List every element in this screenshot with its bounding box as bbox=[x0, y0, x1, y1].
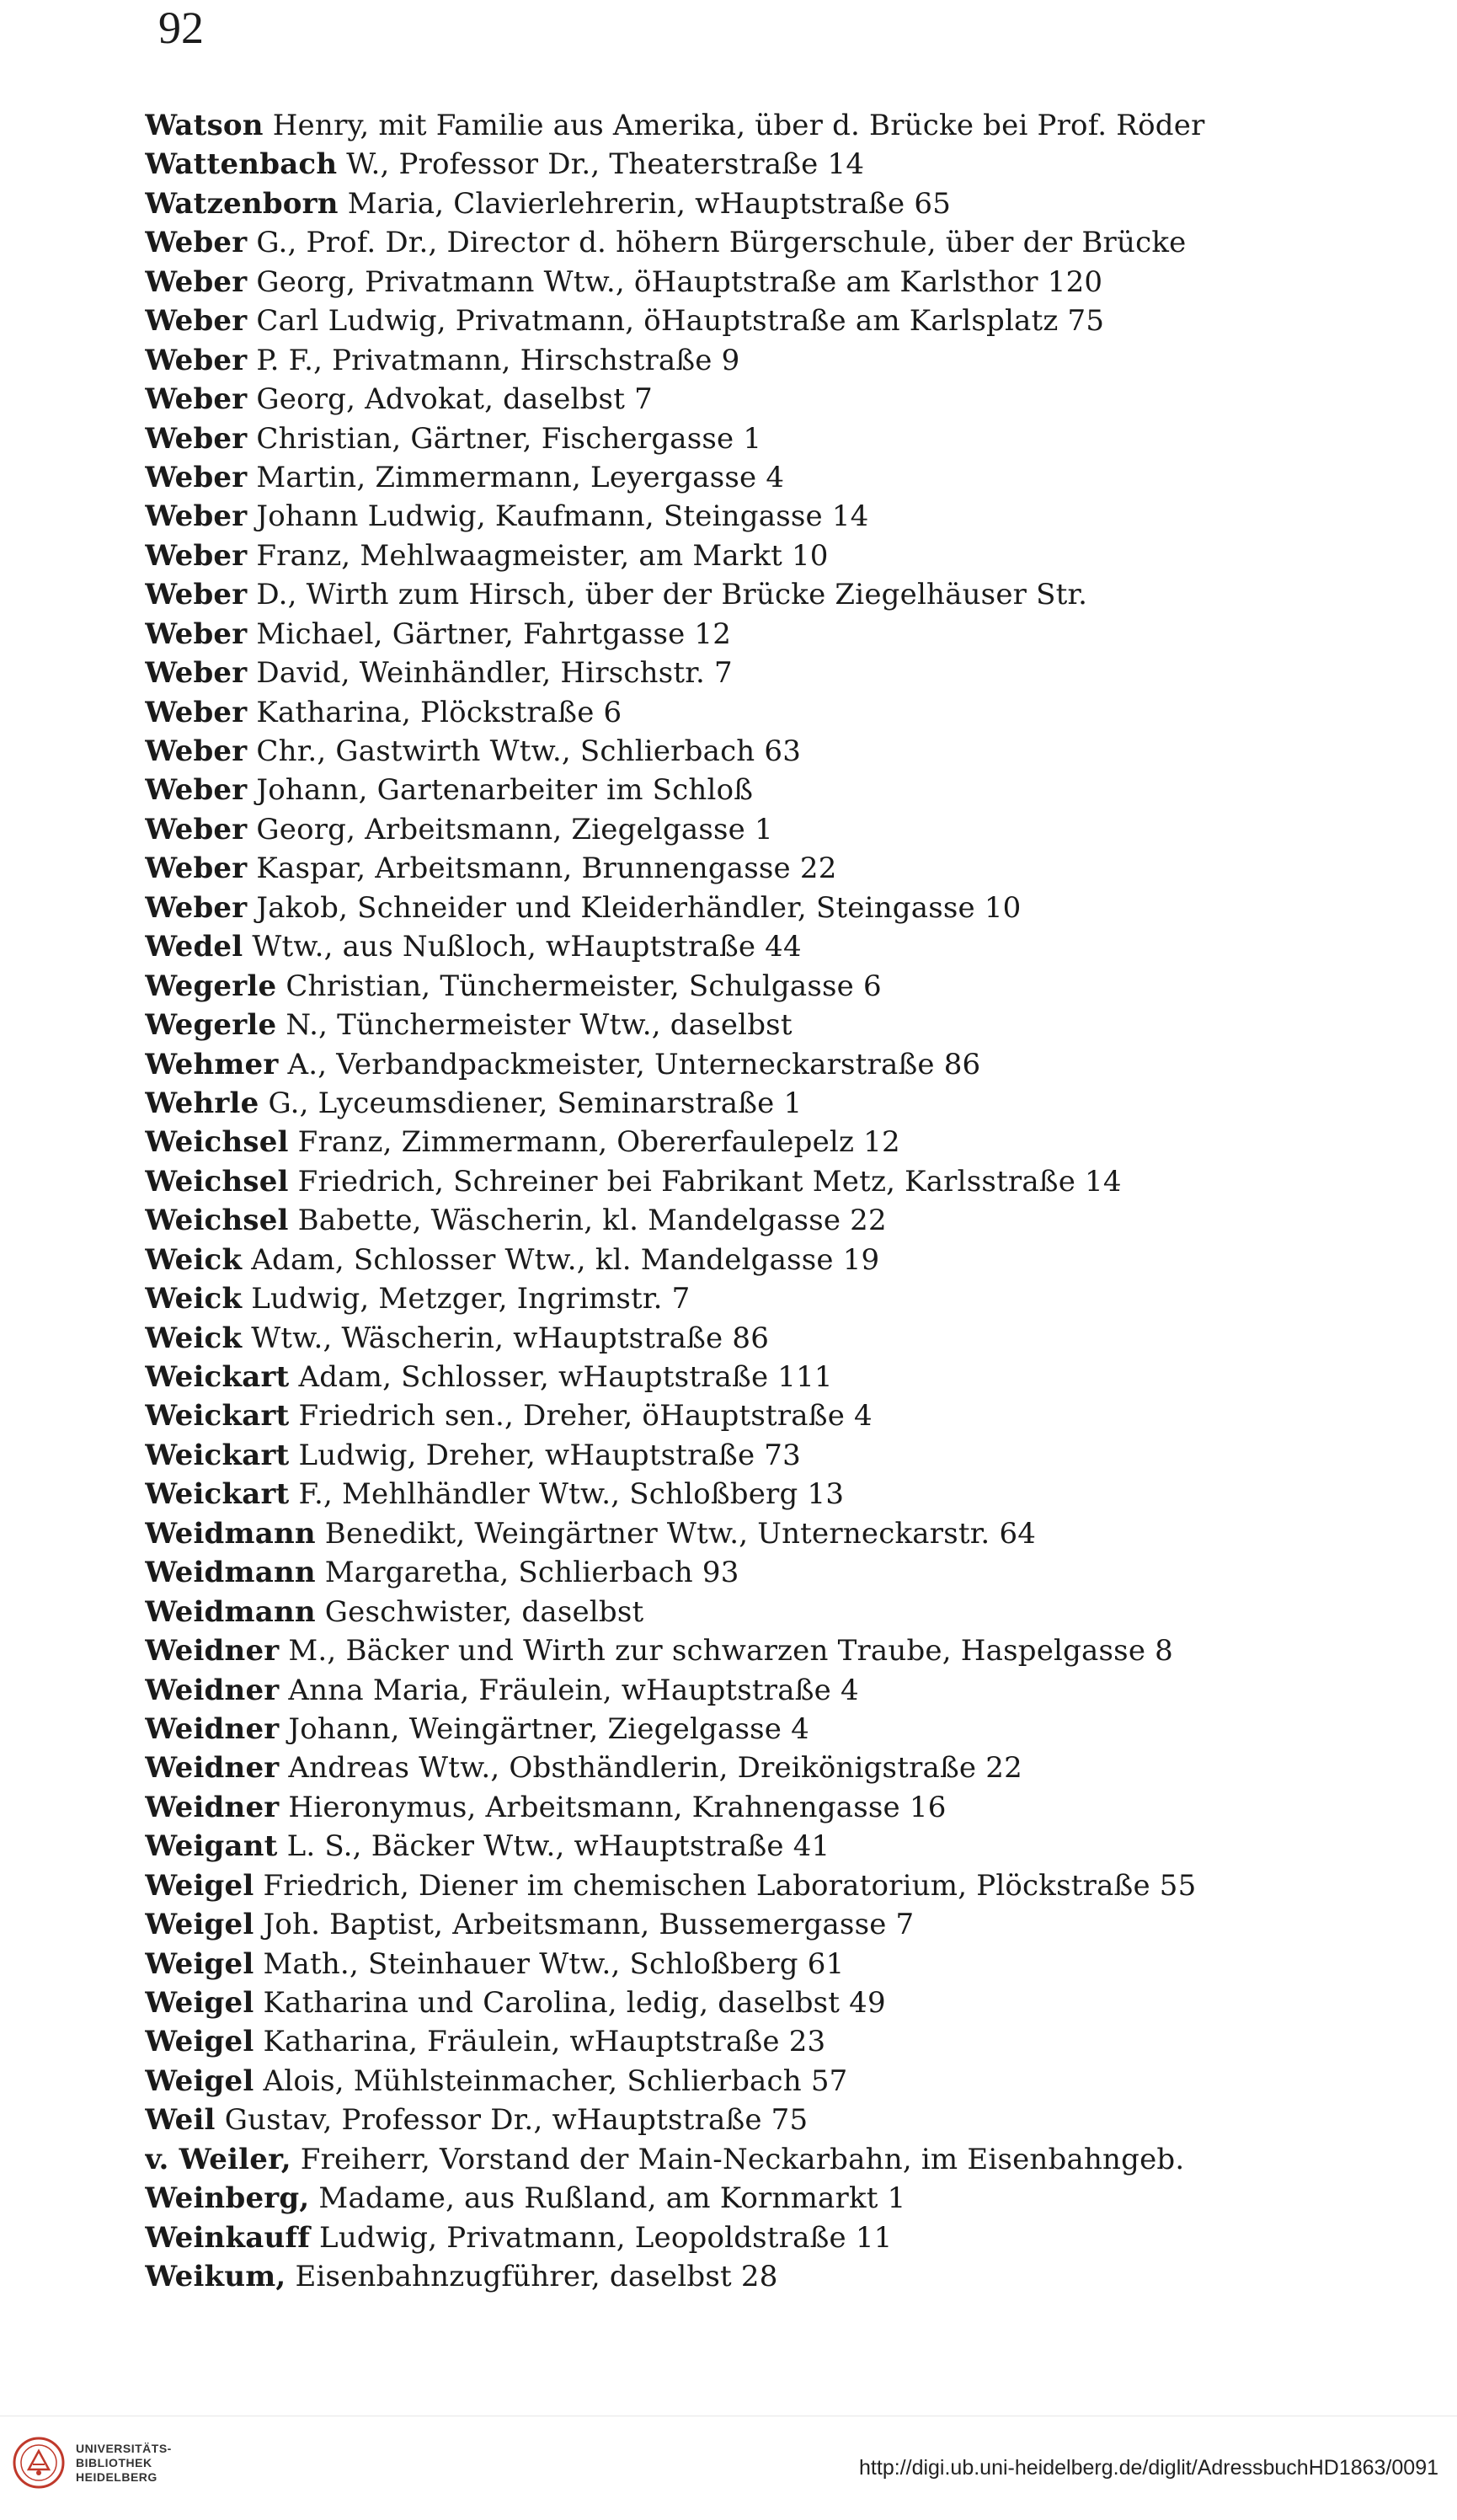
entry-surname: Weber bbox=[145, 382, 248, 417]
entry-surname: Weigel bbox=[145, 1946, 254, 1981]
entry-surname: Weickart bbox=[145, 1438, 290, 1472]
entry-details: Johann, Weingärtner, Ziegelgasse 4 bbox=[279, 1711, 809, 1746]
entry-details: Babette, Wäscherin, kl. Mandelgasse 22 bbox=[288, 1204, 887, 1238]
entry-details: Jakob, Schneider und Kleiderhändler, Steingasse 10 bbox=[247, 890, 1022, 925]
university-seal-icon bbox=[12, 2436, 66, 2490]
entry-surname: Weidmann bbox=[145, 1556, 316, 1590]
library-name-line: UNIVERSITÄTS- bbox=[76, 2441, 172, 2455]
entry-details: Benedikt, Weingärtner Wtw., Unterneckarstr. 64 bbox=[315, 1516, 1037, 1551]
directory-entry bbox=[145, 184, 1341, 223]
entry-details: Georg, Privatmann Wtw., öHauptstraße am Karlsthor 120 bbox=[247, 264, 1103, 299]
entry-surname: Weigel bbox=[145, 2064, 254, 2098]
entry-surname: Weigel bbox=[145, 1908, 254, 1942]
entry-details: Katharina, Fräulein, wHauptstraße 23 bbox=[254, 2025, 826, 2059]
entry-details: Katharina, Plöckstraße 6 bbox=[247, 695, 622, 729]
directory-entry bbox=[145, 1905, 1341, 1944]
entry-surname: Weickart bbox=[145, 1399, 290, 1434]
directory-entry bbox=[145, 497, 1341, 536]
entry-details: Andreas Wtw., Obsthändlerin, Dreikönigstraße 22 bbox=[279, 1751, 1022, 1786]
entry-details: L. S., Bäcker Wtw., wHauptstraße 41 bbox=[277, 1829, 830, 1864]
directory-entry bbox=[145, 654, 1341, 692]
entry-details: Friedrich, Diener im chemischen Laboratorium, Plöckstraße 55 bbox=[254, 1868, 1197, 1903]
entry-surname: Weber bbox=[145, 421, 248, 456]
entry-details: Kaspar, Arbeitsmann, Brunnengasse 22 bbox=[247, 852, 837, 886]
directory-entry bbox=[145, 967, 1341, 1006]
directory-entry bbox=[145, 458, 1341, 497]
entry-surname: Weikum, bbox=[145, 2260, 286, 2294]
directory-entry bbox=[145, 302, 1341, 340]
page-number: 92 bbox=[158, 3, 204, 53]
directory-entry bbox=[145, 1710, 1341, 1749]
directory-entry bbox=[145, 1279, 1341, 1318]
directory-entry bbox=[145, 106, 1341, 145]
entry-details: Johann Ludwig, Kaufmann, Steingasse 14 bbox=[247, 499, 869, 534]
library-logo bbox=[12, 2436, 172, 2490]
entry-surname: Weber bbox=[145, 656, 248, 691]
entry-surname: Weidner bbox=[145, 1711, 280, 1746]
directory-entry bbox=[145, 263, 1341, 302]
entry-surname: Wehrle bbox=[145, 1086, 259, 1120]
entry-surname: Wegerle bbox=[145, 1008, 277, 1043]
directory-entry bbox=[145, 145, 1341, 184]
entry-details: Georg, Arbeitsmann, Ziegelgasse 1 bbox=[247, 812, 773, 846]
entry-details: Georg, Advokat, daselbst 7 bbox=[247, 382, 653, 417]
directory-entry bbox=[145, 1396, 1341, 1435]
entry-details: Gustav, Professor Dr., wHauptstraße 75 bbox=[215, 2103, 809, 2138]
directory-entry bbox=[145, 1475, 1341, 1514]
entry-details: Franz, Mehlwaagmeister, am Markt 10 bbox=[247, 538, 829, 573]
entry-surname: Weber bbox=[145, 538, 248, 573]
directory-entry bbox=[145, 575, 1341, 614]
entry-surname: Wattenbach bbox=[145, 147, 338, 182]
entry-details: P. F., Privatmann, Hirschstraße 9 bbox=[247, 343, 740, 377]
entry-surname: Watson bbox=[145, 109, 264, 142]
entry-details: D., Wirth zum Hirsch, über der Brücke Ziegelhäuser Str. bbox=[247, 578, 1088, 612]
directory-entry bbox=[145, 1162, 1341, 1201]
entry-surname: Weidner bbox=[145, 1673, 280, 1707]
directory-entry bbox=[145, 1983, 1341, 2022]
entry-surname: v. Weiler, bbox=[145, 2142, 291, 2176]
entry-details: G., Prof. Dr., Director d. höhern Bürgerschule, über der Brücke bbox=[247, 226, 1187, 260]
entry-surname: Weickart bbox=[145, 1477, 290, 1512]
directory-entry bbox=[145, 2179, 1341, 2218]
entry-details: Adam, Schlosser, wHauptstraße 111 bbox=[289, 1360, 833, 1394]
entry-details: Martin, Zimmermann, Leyergasse 4 bbox=[247, 460, 785, 494]
entry-surname: Wedel bbox=[145, 930, 243, 964]
entry-surname: Weinberg, bbox=[145, 2181, 310, 2216]
entry-details: Wtw., aus Nußloch, wHauptstraße 44 bbox=[243, 930, 802, 964]
entry-details: F., Mehlhändler Wtw., Schloßberg 13 bbox=[289, 1477, 845, 1512]
entry-surname: Weick bbox=[145, 1242, 243, 1277]
entry-surname: Weigant bbox=[145, 1829, 278, 1864]
entry-details: Friedrich sen., Dreher, öHauptstraße 4 bbox=[289, 1399, 873, 1434]
entry-details: Adam, Schlosser Wtw., kl. Mandelgasse 19 bbox=[242, 1242, 880, 1277]
library-name bbox=[76, 2442, 172, 2485]
entry-surname: Weber bbox=[145, 264, 248, 299]
entry-surname: Weigel bbox=[145, 2025, 254, 2059]
entry-details: Ludwig, Dreher, wHauptstraße 73 bbox=[289, 1438, 801, 1472]
directory-entry bbox=[145, 1593, 1341, 1631]
entry-surname: Watzenborn bbox=[145, 186, 339, 221]
entry-details: Ludwig, Metzger, Ingrimstr. 7 bbox=[242, 1282, 691, 1316]
entry-surname: Weber bbox=[145, 812, 248, 846]
entry-surname: Weick bbox=[145, 1321, 243, 1355]
directory-entry bbox=[145, 615, 1341, 654]
entry-details: Joh. Baptist, Arbeitsmann, Bussemergasse 7 bbox=[254, 1908, 915, 1942]
entry-surname: Weidner bbox=[145, 1751, 280, 1786]
entry-details: Christian, Tünchermeister, Schulgasse 6 bbox=[276, 969, 882, 1003]
entry-details: Katharina und Carolina, ledig, daselbst 49 bbox=[254, 1986, 886, 2020]
entry-surname: Weidner bbox=[145, 1790, 280, 1824]
entry-surname: Weichsel bbox=[145, 1204, 289, 1238]
directory-entry bbox=[145, 2140, 1341, 2179]
entry-details: Johann, Gartenarbeiter im Schloß bbox=[247, 773, 754, 808]
directory-entry bbox=[145, 419, 1341, 458]
entry-surname: Weber bbox=[145, 695, 248, 729]
entry-surname: Weber bbox=[145, 226, 248, 260]
directory-entries bbox=[145, 106, 1341, 2297]
entry-details: David, Weinhändler, Hirschstr. 7 bbox=[247, 656, 733, 691]
entry-surname: Weber bbox=[145, 578, 248, 612]
directory-entry bbox=[145, 693, 1341, 732]
entry-details: Maria, Clavierlehrerin, wHauptstraße 65 bbox=[338, 186, 952, 221]
library-name-line: HEIDELBERG bbox=[76, 2469, 157, 2484]
directory-entry bbox=[145, 2022, 1341, 2061]
entry-details: Carl Ludwig, Privatmann, öHauptstraße am Karlsplatz 75 bbox=[247, 304, 1105, 339]
directory-entry bbox=[145, 1006, 1341, 1044]
directory-entry bbox=[145, 1123, 1341, 1161]
entry-surname: Weigel bbox=[145, 1868, 254, 1903]
entry-details: M., Bäcker und Wirth zur schwarzen Traube, Haspelgasse 8 bbox=[279, 1634, 1173, 1668]
entry-details: Eisenbahnzugführer, daselbst 28 bbox=[286, 2260, 778, 2294]
directory-entry bbox=[145, 1553, 1341, 1592]
entry-surname: Weinkauff bbox=[145, 2220, 311, 2255]
directory-entry bbox=[145, 1788, 1341, 1827]
directory-entry bbox=[145, 1866, 1341, 1905]
entry-details: Michael, Gärtner, Fahrtgasse 12 bbox=[247, 617, 732, 651]
directory-entry bbox=[145, 1749, 1341, 1787]
library-name-line: BIBLIOTHEK bbox=[76, 2455, 152, 2469]
directory-entry bbox=[145, 1436, 1341, 1475]
entry-surname: Weidmann bbox=[145, 1594, 316, 1629]
directory-entry bbox=[145, 380, 1341, 419]
entry-details: Chr., Gastwirth Wtw., Schlierbach 63 bbox=[247, 734, 802, 768]
entry-details: Alois, Mühlsteinmacher, Schlierbach 57 bbox=[254, 2064, 848, 2098]
entry-surname: Weigel bbox=[145, 1986, 254, 2020]
directory-entry bbox=[145, 537, 1341, 575]
entry-surname: Weber bbox=[145, 460, 248, 494]
entry-details: Freiherr, Vorstand der Main-Neckarbahn, im Eisenbahngeb. bbox=[291, 2142, 1185, 2176]
entry-surname: Weichsel bbox=[145, 1164, 289, 1199]
directory-entry bbox=[145, 1241, 1341, 1279]
entry-details: Franz, Zimmermann, Obererfaulepelz 12 bbox=[288, 1125, 900, 1160]
directory-entry bbox=[145, 1671, 1341, 1710]
entry-details: Friedrich, Schreiner bei Fabrikant Metz, Karlsstraße 14 bbox=[288, 1164, 1122, 1199]
directory-entry bbox=[145, 771, 1341, 809]
entry-surname: Weber bbox=[145, 304, 248, 339]
entry-details: Geschwister, daselbst bbox=[315, 1594, 644, 1629]
entry-surname: Weber bbox=[145, 499, 248, 534]
entry-details: N., Tünchermeister Wtw., daselbst bbox=[276, 1008, 793, 1043]
directory-entry bbox=[145, 1084, 1341, 1123]
entry-surname: Weber bbox=[145, 852, 248, 886]
directory-entry bbox=[145, 1045, 1341, 1084]
entry-details: Margaretha, Schlierbach 93 bbox=[315, 1556, 739, 1590]
entry-details: A., Verbandpackmeister, Unterneckarstraße 86 bbox=[278, 1047, 981, 1081]
directory-entry bbox=[145, 2101, 1341, 2139]
entry-details: Christian, Gärtner, Fischergasse 1 bbox=[247, 421, 762, 456]
entry-surname: Weber bbox=[145, 890, 248, 925]
directory-entry bbox=[145, 849, 1341, 888]
entry-surname: Weick bbox=[145, 1282, 243, 1316]
directory-entry bbox=[145, 341, 1341, 380]
directory-entry bbox=[145, 2257, 1341, 2296]
entry-surname: Wehmer bbox=[145, 1047, 279, 1081]
entry-details: Madame, aus Rußland, am Kornmarkt 1 bbox=[309, 2181, 906, 2216]
directory-entry bbox=[145, 2218, 1341, 2257]
directory-entry bbox=[145, 2062, 1341, 2101]
entry-details: Hieronymus, Arbeitsmann, Krahnengasse 16 bbox=[279, 1790, 947, 1824]
entry-details: G., Lyceumsdiener, Seminarstraße 1 bbox=[259, 1086, 803, 1120]
entry-details: Ludwig, Privatmann, Leopoldstraße 11 bbox=[310, 2220, 893, 2255]
directory-entry bbox=[145, 1319, 1341, 1358]
directory-entry bbox=[145, 1358, 1341, 1396]
entry-surname: Wegerle bbox=[145, 969, 277, 1003]
entry-details: Math., Steinhauer Wtw., Schloßberg 61 bbox=[254, 1946, 845, 1981]
entry-details: Henry, mit Familie aus Amerika, über d. Brücke bei Prof. Röder bbox=[263, 109, 1205, 142]
directory-entry bbox=[145, 927, 1341, 966]
source-url[interactable]: http://digi.ub.uni-heidelberg.de/diglit/AdressbuchHD1863/0091 bbox=[859, 2456, 1438, 2480]
entry-surname: Weil bbox=[145, 2103, 216, 2138]
entry-surname: Weickart bbox=[145, 1360, 290, 1394]
entry-details: W., Professor Dr., Theaterstraße 14 bbox=[337, 147, 865, 182]
entry-details: Anna Maria, Fräulein, wHauptstraße 4 bbox=[279, 1673, 859, 1707]
entry-details: Wtw., Wäscherin, wHauptstraße 86 bbox=[242, 1321, 770, 1355]
entry-surname: Weber bbox=[145, 343, 248, 377]
directory-entry bbox=[145, 1827, 1341, 1866]
entry-surname: Weber bbox=[145, 734, 248, 768]
directory-entry bbox=[145, 889, 1341, 927]
directory-entry bbox=[145, 1631, 1341, 1670]
directory-entry bbox=[145, 810, 1341, 849]
directory-entry bbox=[145, 223, 1341, 262]
directory-entry bbox=[145, 732, 1341, 771]
entry-surname: Weidmann bbox=[145, 1516, 316, 1551]
directory-entry bbox=[145, 1945, 1341, 1983]
entry-surname: Weidner bbox=[145, 1634, 280, 1668]
entry-surname: Weber bbox=[145, 617, 248, 651]
entry-surname: Weber bbox=[145, 773, 248, 808]
entry-surname: Weichsel bbox=[145, 1125, 289, 1160]
directory-entry bbox=[145, 1514, 1341, 1553]
directory-entry bbox=[145, 1201, 1341, 1240]
